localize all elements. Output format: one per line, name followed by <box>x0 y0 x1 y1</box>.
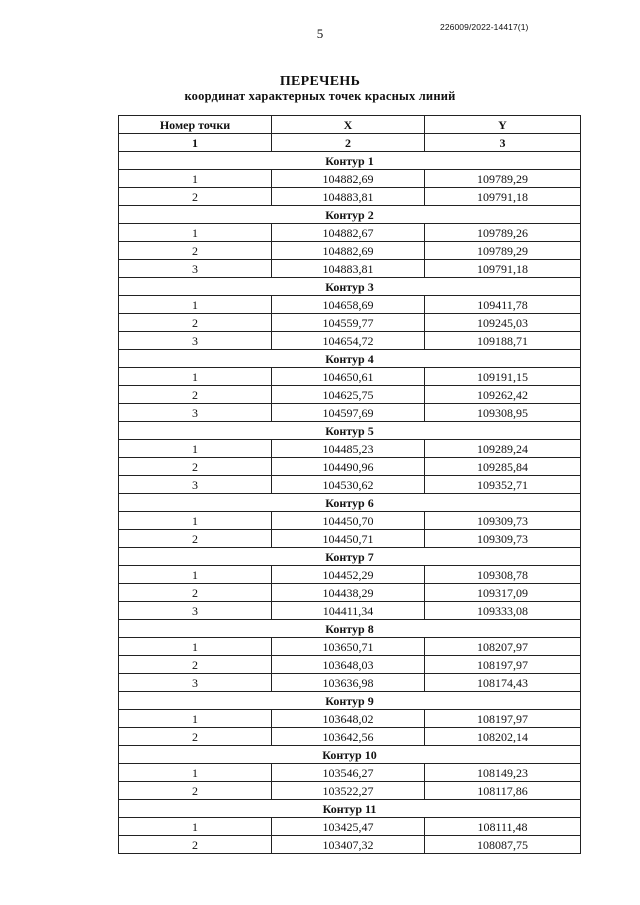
point-number-cell: 3 <box>119 476 272 494</box>
x-coordinate-cell: 103407,32 <box>272 836 425 854</box>
x-coordinate-cell: 104530,62 <box>272 476 425 494</box>
table-row <box>119 728 581 746</box>
page-number: 5 <box>316 26 324 41</box>
contour-label: Контур 2 <box>119 206 581 224</box>
y-coordinate-cell: 109309,73 <box>425 512 581 530</box>
y-coordinate-cell: 108111,48 <box>425 818 581 836</box>
y-coordinate-cell: 109289,24 <box>425 440 581 458</box>
table-row <box>119 188 581 206</box>
table-row <box>119 440 581 458</box>
y-coordinate-cell: 108207,97 <box>425 638 581 656</box>
y-coordinate-cell: 108197,97 <box>425 656 581 674</box>
table-row <box>119 530 581 548</box>
table-row <box>119 566 581 584</box>
table-row <box>119 404 581 422</box>
header-point-number: Номер точки <box>119 116 272 134</box>
contour-label: Контур 4 <box>119 350 581 368</box>
point-number-cell: 2 <box>119 584 272 602</box>
column-number-1: 1 <box>119 134 272 152</box>
table-row <box>119 368 581 386</box>
y-coordinate-cell: 109789,29 <box>425 170 581 188</box>
contour-header-row <box>119 692 581 710</box>
point-number-cell: 1 <box>119 440 272 458</box>
x-coordinate-cell: 103650,71 <box>272 638 425 656</box>
x-coordinate-cell: 104450,71 <box>272 530 425 548</box>
point-number-cell: 2 <box>119 314 272 332</box>
coordinates-table <box>118 115 581 854</box>
x-coordinate-cell: 104654,72 <box>272 332 425 350</box>
y-coordinate-cell: 109188,71 <box>425 332 581 350</box>
contour-label: Контур 7 <box>119 548 581 566</box>
x-coordinate-cell: 104650,61 <box>272 368 425 386</box>
table-row <box>119 836 581 854</box>
x-coordinate-cell: 103546,27 <box>272 764 425 782</box>
y-coordinate-cell: 109791,18 <box>425 260 581 278</box>
y-coordinate-cell: 109411,78 <box>425 296 581 314</box>
table-row <box>119 818 581 836</box>
y-coordinate-cell: 109309,73 <box>425 530 581 548</box>
contour-header-row <box>119 350 581 368</box>
x-coordinate-cell: 104559,77 <box>272 314 425 332</box>
y-coordinate-cell: 108149,23 <box>425 764 581 782</box>
x-coordinate-cell: 104883,81 <box>272 260 425 278</box>
contour-header-row <box>119 152 581 170</box>
x-coordinate-cell: 103648,02 <box>272 710 425 728</box>
contour-header-row <box>119 494 581 512</box>
y-coordinate-cell: 109308,95 <box>425 404 581 422</box>
table-row <box>119 602 581 620</box>
contour-header-row <box>119 422 581 440</box>
y-coordinate-cell: 109317,09 <box>425 584 581 602</box>
point-number-cell: 1 <box>119 566 272 584</box>
point-number-cell: 2 <box>119 782 272 800</box>
point-number-cell: 1 <box>119 710 272 728</box>
y-coordinate-cell: 108117,86 <box>425 782 581 800</box>
x-coordinate-cell: 104882,69 <box>272 242 425 260</box>
point-number-cell: 1 <box>119 296 272 314</box>
point-number-cell: 3 <box>119 260 272 278</box>
x-coordinate-cell: 104625,75 <box>272 386 425 404</box>
contour-header-row <box>119 800 581 818</box>
table-row <box>119 170 581 188</box>
table-row <box>119 782 581 800</box>
y-coordinate-cell: 109285,84 <box>425 458 581 476</box>
point-number-cell: 2 <box>119 188 272 206</box>
contour-label: Контур 1 <box>119 152 581 170</box>
contour-header-row <box>119 206 581 224</box>
x-coordinate-cell: 104452,29 <box>272 566 425 584</box>
point-number-cell: 3 <box>119 332 272 350</box>
y-coordinate-cell: 108202,14 <box>425 728 581 746</box>
y-coordinate-cell: 109789,29 <box>425 242 581 260</box>
table-row <box>119 260 581 278</box>
header-y: Y <box>425 116 581 134</box>
point-number-cell: 2 <box>119 656 272 674</box>
table-row <box>119 638 581 656</box>
point-number-cell: 1 <box>119 224 272 242</box>
contour-header-row <box>119 620 581 638</box>
column-number-2: 2 <box>272 134 425 152</box>
point-number-cell: 1 <box>119 170 272 188</box>
point-number-cell: 3 <box>119 602 272 620</box>
y-coordinate-cell: 108087,75 <box>425 836 581 854</box>
point-number-cell: 1 <box>119 368 272 386</box>
column-number-3: 3 <box>425 134 581 152</box>
y-coordinate-cell: 109245,03 <box>425 314 581 332</box>
point-number-cell: 1 <box>119 818 272 836</box>
point-number-cell: 1 <box>119 638 272 656</box>
table-row <box>119 224 581 242</box>
y-coordinate-cell: 109789,26 <box>425 224 581 242</box>
table-row <box>119 458 581 476</box>
table-row <box>119 512 581 530</box>
x-coordinate-cell: 104658,69 <box>272 296 425 314</box>
table-row <box>119 764 581 782</box>
contour-label: Контур 10 <box>119 746 581 764</box>
document-title: ПЕРЕЧЕНЬ <box>279 74 361 89</box>
contour-header-row <box>119 278 581 296</box>
x-coordinate-cell: 103642,56 <box>272 728 425 746</box>
table-row <box>119 674 581 692</box>
y-coordinate-cell: 109352,71 <box>425 476 581 494</box>
x-coordinate-cell: 104450,70 <box>272 512 425 530</box>
point-number-cell: 1 <box>119 512 272 530</box>
point-number-cell: 2 <box>119 728 272 746</box>
column-number-row <box>119 134 581 152</box>
document-subtitle: координат характерных точек красных линий <box>184 89 456 103</box>
contour-label: Контур 9 <box>119 692 581 710</box>
contour-label: Контур 8 <box>119 620 581 638</box>
y-coordinate-cell: 108174,43 <box>425 674 581 692</box>
y-coordinate-cell: 109791,18 <box>425 188 581 206</box>
contour-label: Контур 11 <box>119 800 581 818</box>
point-number-cell: 2 <box>119 242 272 260</box>
contour-header-row <box>119 746 581 764</box>
y-coordinate-cell: 109308,78 <box>425 566 581 584</box>
x-coordinate-cell: 104597,69 <box>272 404 425 422</box>
point-number-cell: 3 <box>119 674 272 692</box>
x-coordinate-cell: 103648,03 <box>272 656 425 674</box>
point-number-cell: 2 <box>119 836 272 854</box>
point-number-cell: 2 <box>119 458 272 476</box>
x-coordinate-cell: 103425,47 <box>272 818 425 836</box>
x-coordinate-cell: 104411,34 <box>272 602 425 620</box>
x-coordinate-cell: 104882,67 <box>272 224 425 242</box>
x-coordinate-cell: 104490,96 <box>272 458 425 476</box>
y-coordinate-cell: 108197,97 <box>425 710 581 728</box>
table-header-row <box>119 116 581 134</box>
contour-label: Контур 5 <box>119 422 581 440</box>
point-number-cell: 3 <box>119 404 272 422</box>
document-id: 226009/2022-14417(1) <box>440 22 529 32</box>
y-coordinate-cell: 109333,08 <box>425 602 581 620</box>
x-coordinate-cell: 104485,23 <box>272 440 425 458</box>
table-row <box>119 584 581 602</box>
table-body <box>119 152 581 854</box>
x-coordinate-cell: 103636,98 <box>272 674 425 692</box>
table-row <box>119 314 581 332</box>
table-row <box>119 656 581 674</box>
x-coordinate-cell: 103522,27 <box>272 782 425 800</box>
point-number-cell: 2 <box>119 530 272 548</box>
table-row <box>119 242 581 260</box>
x-coordinate-cell: 104882,69 <box>272 170 425 188</box>
table-row <box>119 296 581 314</box>
x-coordinate-cell: 104883,81 <box>272 188 425 206</box>
header-x: X <box>272 116 425 134</box>
contour-label: Контур 3 <box>119 278 581 296</box>
contour-label: Контур 6 <box>119 494 581 512</box>
table-row <box>119 386 581 404</box>
point-number-cell: 2 <box>119 386 272 404</box>
y-coordinate-cell: 109191,15 <box>425 368 581 386</box>
table-row <box>119 710 581 728</box>
table-row <box>119 476 581 494</box>
table-row <box>119 332 581 350</box>
point-number-cell: 1 <box>119 764 272 782</box>
y-coordinate-cell: 109262,42 <box>425 386 581 404</box>
x-coordinate-cell: 104438,29 <box>272 584 425 602</box>
contour-header-row <box>119 548 581 566</box>
